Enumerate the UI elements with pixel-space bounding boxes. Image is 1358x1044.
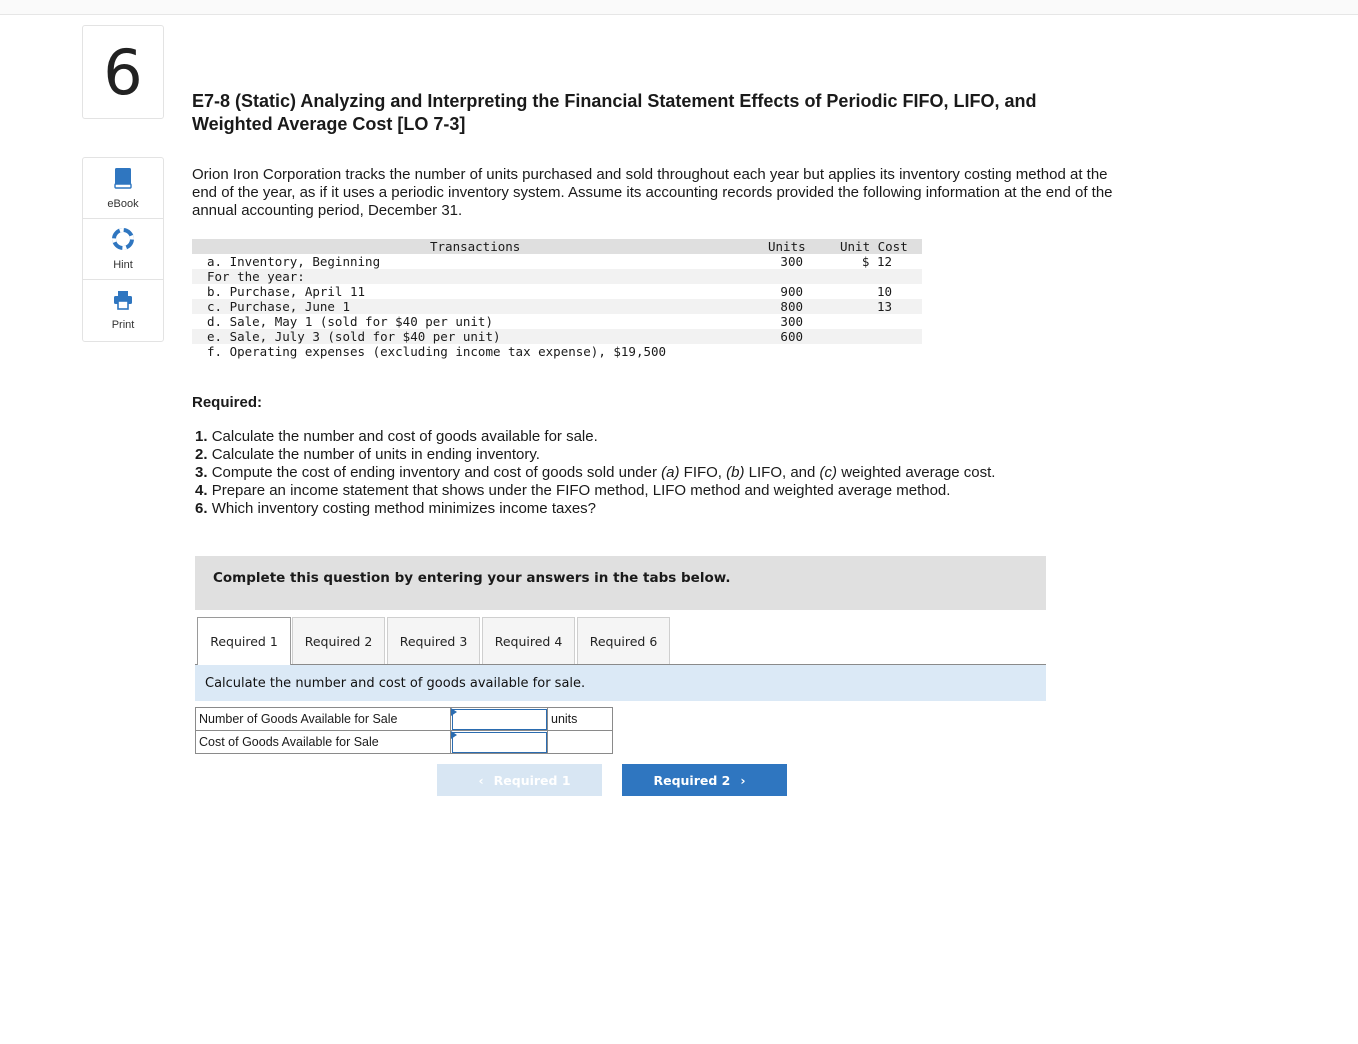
sidebar-item-label: Print [111,319,135,331]
required-list [195,428,1095,518]
answer-label: Cost of Goods Available for Sale [196,731,451,754]
prev-button-label: Required 1 [493,772,571,788]
table-row [196,731,613,754]
item-number: 4. [195,482,208,499]
row-desc: f. Operating expenses (excluding income tax expense), $19,500 [207,344,667,359]
sidebar-tools [82,157,164,342]
header-transactions: Transactions [430,239,521,254]
input-flag-icon [451,731,457,739]
row-cost: 13 [876,299,892,314]
table-row [192,314,922,329]
transactions-table [192,239,922,359]
list-item [195,464,1095,482]
printer-icon [112,290,134,315]
item-marker: (a) [661,464,680,481]
table-row [192,254,922,269]
lifebuoy-icon [112,228,134,255]
tab-required-1[interactable]: Required 1 [197,617,291,665]
list-item [195,482,1095,500]
row-cost: 10 [876,284,892,299]
item-text: Calculate the number and cost of goods available for sale. [211,428,598,445]
row-units: 600 [780,329,803,344]
item-marker: (b) [726,464,745,481]
question-number: 6 [82,25,164,119]
item-text: weighted average cost. [837,464,996,481]
tab-required-2[interactable]: Required 2 [292,617,385,664]
row-units: 300 [780,254,803,269]
question-intro: Orion Iron Corporation tracks the number of units purchased and sold throughout each year but applies its inventory costing method at the end of the year, as if it uses a periodic inventory system. Assume its accounting records provided the following information at the end of the annual accounting period, December 31. [192,166,1113,219]
list-item [195,428,1095,446]
answer-table [195,707,613,754]
table-row [196,708,613,731]
item-number: 3. [195,464,208,481]
list-item [195,446,1095,464]
print-button[interactable] [83,280,163,341]
item-marker: (c) [819,464,838,481]
answer-cell [451,731,548,754]
tab-required-3[interactable]: Required 3 [387,617,480,664]
row-desc: a. Inventory, Beginning [207,254,381,269]
tab-required-4[interactable]: Required 4 [482,617,575,664]
goods-available-units-input[interactable] [452,709,547,730]
table-header [192,239,922,254]
row-cost: $ 12 [861,254,892,269]
sidebar-item-label: eBook [107,197,139,210]
table-row [192,329,922,344]
row-desc: b. Purchase, April 11 [207,284,366,299]
book-icon [113,167,133,194]
item-text: LIFO, and [744,464,820,481]
item-text: Prepare an income statement that shows under the FIFO method, LIFO method and weighted average method. [211,482,951,499]
item-text: Calculate the number of units in ending inventory. [211,446,540,463]
complete-prompt-box [195,556,1046,610]
row-units: 900 [780,284,803,299]
row-units: 800 [780,299,803,314]
table-row [192,269,922,284]
row-desc: d. Sale, May 1 (sold for $40 per unit) [207,314,493,329]
next-button[interactable] [622,764,787,796]
list-item [195,500,1095,518]
next-button-label: Required 2 [653,772,731,788]
table-row [192,284,922,299]
item-number: 6. [195,500,208,517]
required-heading: Required: [192,394,263,411]
input-flag-icon [451,708,457,716]
hint-button[interactable] [83,219,163,280]
tab-required-6[interactable]: Required 6 [577,617,670,664]
item-text: Which inventory costing method minimizes income taxes? [211,500,597,517]
header-unit-cost: Unit Cost [840,239,908,254]
row-units: 300 [780,314,803,329]
sidebar-item-label: Hint [113,258,133,271]
chevron-right-icon: › [740,772,746,788]
complete-prompt: Complete this question by entering your answers in the tabs below. [213,570,731,586]
answer-cell [451,708,548,731]
item-text: Compute the cost of ending inventory and cost of goods sold under [211,464,662,481]
table-row [192,299,922,314]
tab-bar [195,617,1046,665]
goods-available-cost-input[interactable] [452,732,547,753]
table-row [192,344,922,359]
item-number: 1. [195,428,208,445]
top-bar [0,0,1358,15]
chevron-left-icon: ‹ [478,772,484,788]
row-desc: For the year: [207,269,305,284]
question-title: E7-8 (Static) Analyzing and Interpreting the Financial Statement Effects of Periodic FIFO, LIFO, and Weighted Average Cost [LO 7-3] [192,91,1037,134]
prev-button[interactable] [437,764,602,796]
header-units: Units [768,239,806,254]
answer-label: Number of Goods Available for Sale [196,708,451,731]
row-desc: e. Sale, July 3 (sold for $40 per unit) [207,329,501,344]
answer-unit [548,731,613,754]
tab-instruction: Calculate the number and cost of goods available for sale. [195,665,1046,701]
item-number: 2. [195,446,208,463]
ebook-button[interactable] [83,158,163,219]
item-text: FIFO, [679,464,727,481]
row-desc: c. Purchase, June 1 [207,299,350,314]
answer-unit: units [548,708,613,731]
